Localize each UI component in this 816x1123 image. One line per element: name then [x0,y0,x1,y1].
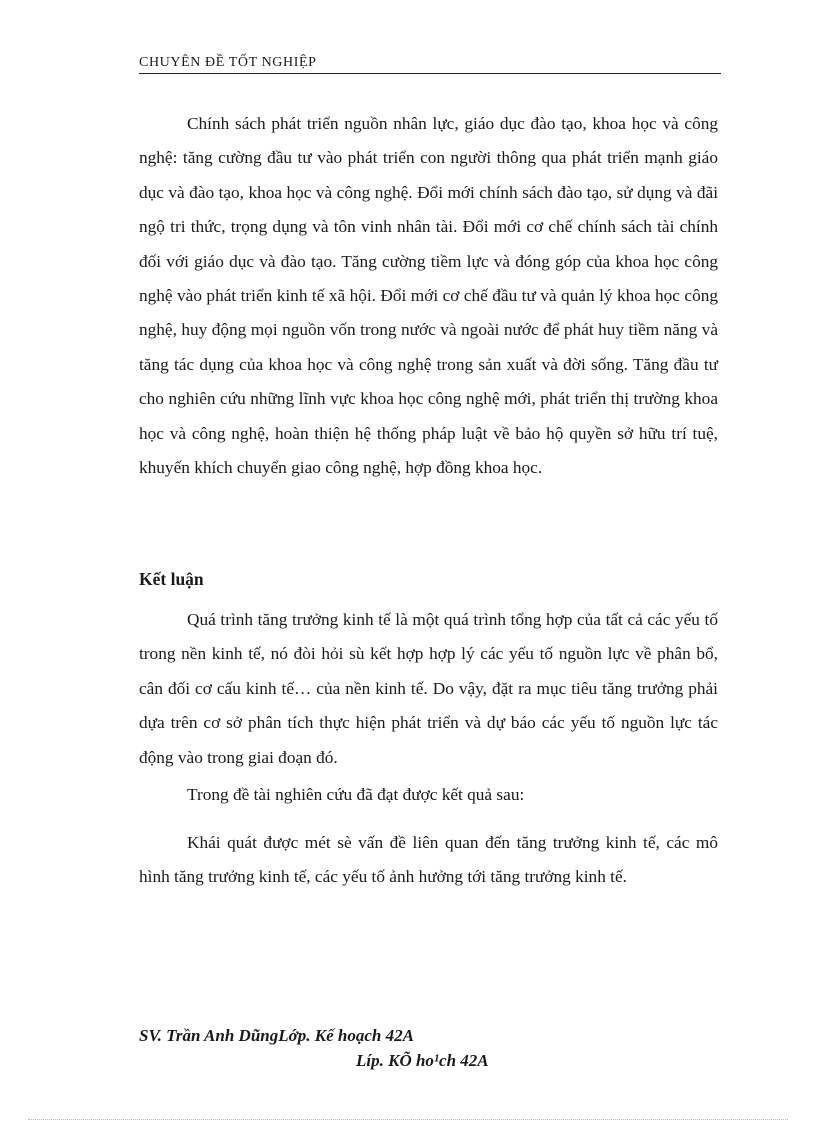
page-bottom-divider [28,1119,788,1120]
paragraph-conclusion-intro: Quá trình tăng trưởng kinh tế là một quá trình tổng hợp của tất cả các yếu tố trong nền kinh tế, nó đòi hỏi sù kết hợp hợp lý các yếu tố nguồn lực về phân bổ, cân đối cơ cấu kinh tế… của nền kinh tế. Do vậy, đặt ra mục tiêu tăng trưởng phải dựa trên cơ sở phân tích thực hiện phát triển và dự báo các yếu tố nguồn lực tác động vào trong giai đoạn đó. [139,610,718,767]
section-heading-conclusion: Kết luận [139,569,204,589]
header-title: CHUYÊN ĐỀ TỐT NGHIỆP [139,55,317,70]
page-header [139,52,721,74]
footer-class: Líp. KÕ ho¹ch 42A [356,1051,489,1070]
paragraph-results-summary: Khái quát được mét sè vấn đề liên quan đến tăng trưởng kinh tế, các mô hình tăng trưởng kinh tế, các yếu tố ảnh hưởng tới tăng trưởng kinh tế. [139,833,718,887]
footer-author: SV. Trần Anh DũngLớp. Kế hoạch 42A [139,1026,414,1045]
paragraph-policy: Chính sách phát triển nguồn nhân lực, giáo dục đào tạo, khoa học và công nghệ: tăng cường đầu tư vào phát triển con người thông qua phát triển mạnh giáo dục và đào tạo, khoa học và công nghệ. Đổi mới chính sách đào tạo, sử dụng và đãi ngộ tri thức, trọng dụng và tôn vinh nhân tài. Đổi mới cơ chế chính sách tài chính đối với giáo dục và đào tạo. Tăng cường tiềm lực và đóng góp của khoa học công nghệ vào phát triển kinh tế xã hội. Đổi mới cơ chế đầu tư và quản lý khoa học công nghệ, huy động mọi nguồn vốn trong nước và ngoài nước để phát huy tiềm năng và tăng tác dụng của khoa học và công nghệ trong sản xuất và đời sống. Tăng đầu tư cho nghiên cứu những lĩnh vực khoa học công nghệ mới, phát triển thị trường khoa học và công nghệ, hoàn thiện hệ thống pháp luật về bảo hộ quyền sở hữu trí tuệ, khuyến khích chuyển giao công nghệ, hợp đồng khoa học. [139,114,718,478]
paragraph-results-lead: Trong đề tài nghiên cứu đã đạt được kết quả sau: [187,785,525,804]
